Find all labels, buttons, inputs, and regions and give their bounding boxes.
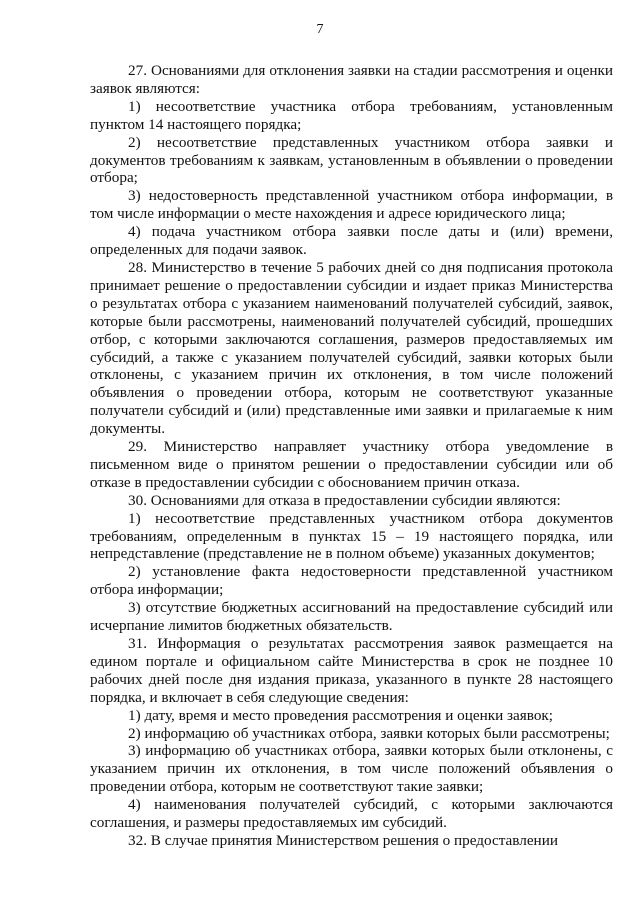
paragraph-30-item-1: 1) несоответствие представленных участником отбора документов требованиям, определенным в пунктах 15 – 19 настоящего порядка, или непредставление (представление не в полном объеме) указанных документов; [90,509,613,563]
paragraph-30: 30. Основаниями для отказа в предоставлении субсидии являются: [128,491,561,509]
paragraph-27-item-2: 2) несоответствие представленных участником отбора заявки и документов требованиям к заявкам, установленным в объявлении о проведении отбора; [90,133,613,187]
paragraph-27-item-1: 1) несоответствие участника отбора требованиям, установленным пунктом 14 настоящего порядка; [90,97,613,133]
paragraph-31-item-2: 2) информацию об участниках отбора, заявки которых были рассмотрены; [128,724,610,742]
paragraph-31-item-1: 1) дату, время и место проведения рассмотрения и оценки заявок; [128,706,554,724]
paragraph-29: 29. Министерство направляет участнику отбора уведомление в письменном виде о принятом решении о предоставлении субсидии или об отказе в предоставлении субсидии с обоснованием причин отказа. [90,438,613,491]
paragraph-28: 28. Министерство в течение 5 рабочих дней со дня подписания протокола принимает решение о предоставлении субсидии и издает приказ Министерства о результатах отбора с указанием наименований получателей субсидий, заявок, которые были рассмотрены, наименований получателей субсидий, прошедших отбор, с которыми заключаются соглашения, размеров предоставляемых им субсидий, а также с указанием получателей субсидий, заявки которых были отклонены, с указанием причин их отклонения, в том числе положений объявления о проведении отбора, которым не соответствуют указанные получатели субсидий и (или) представленные ими заявки и прилагаемые к ним документы. [90,258,613,438]
paragraph-27-item-3: 3) недостоверность представленной участником отбора информации, в том числе информации о месте нахождения и адресе юридического лица; [90,187,613,223]
paragraph-27: 27. Основаниями для отклонения заявки на стадии рассмотрения и оценки заявок являются: [90,62,613,97]
page-number: 7 [316,22,324,37]
document-body [90,62,613,850]
paragraph-27-item-4: 4) подача участником отбора заявки после даты и (или) времени, определенных для подачи заявок. [90,223,613,259]
paragraph-32: 32. В случае принятия Министерством решения о предоставлении [128,831,558,849]
paragraph-31-item-4: 4) наименования получателей субсидий, с которыми заключаются соглашения, и размеры предоставляемых им субсидий. [90,796,613,832]
paragraph-30-item-2: 2) установление факта недостоверности представленной участником отбора информации; [90,563,613,599]
paragraph-31-item-3: 3) информацию об участниках отбора, заявки которых были отклонены, с указанием причин их отклонения, в том числе положений объявления о проведении отбора, которым не соответствуют такие заявки; [90,742,613,796]
paragraph-31: 31. Информация о результатах рассмотрения заявок размещается на едином портале и официальном сайте Министерства в срок не позднее 10 рабочих дней после дня издания приказа, указанного в пункте 28 настоящего порядка, и включает в себя следующие сведения: [90,635,613,706]
paragraph-30-item-3: 3) отсутствие бюджетных ассигнований на предоставление субсидий или исчерпание лимитов бюджетных обязательств. [90,599,613,635]
